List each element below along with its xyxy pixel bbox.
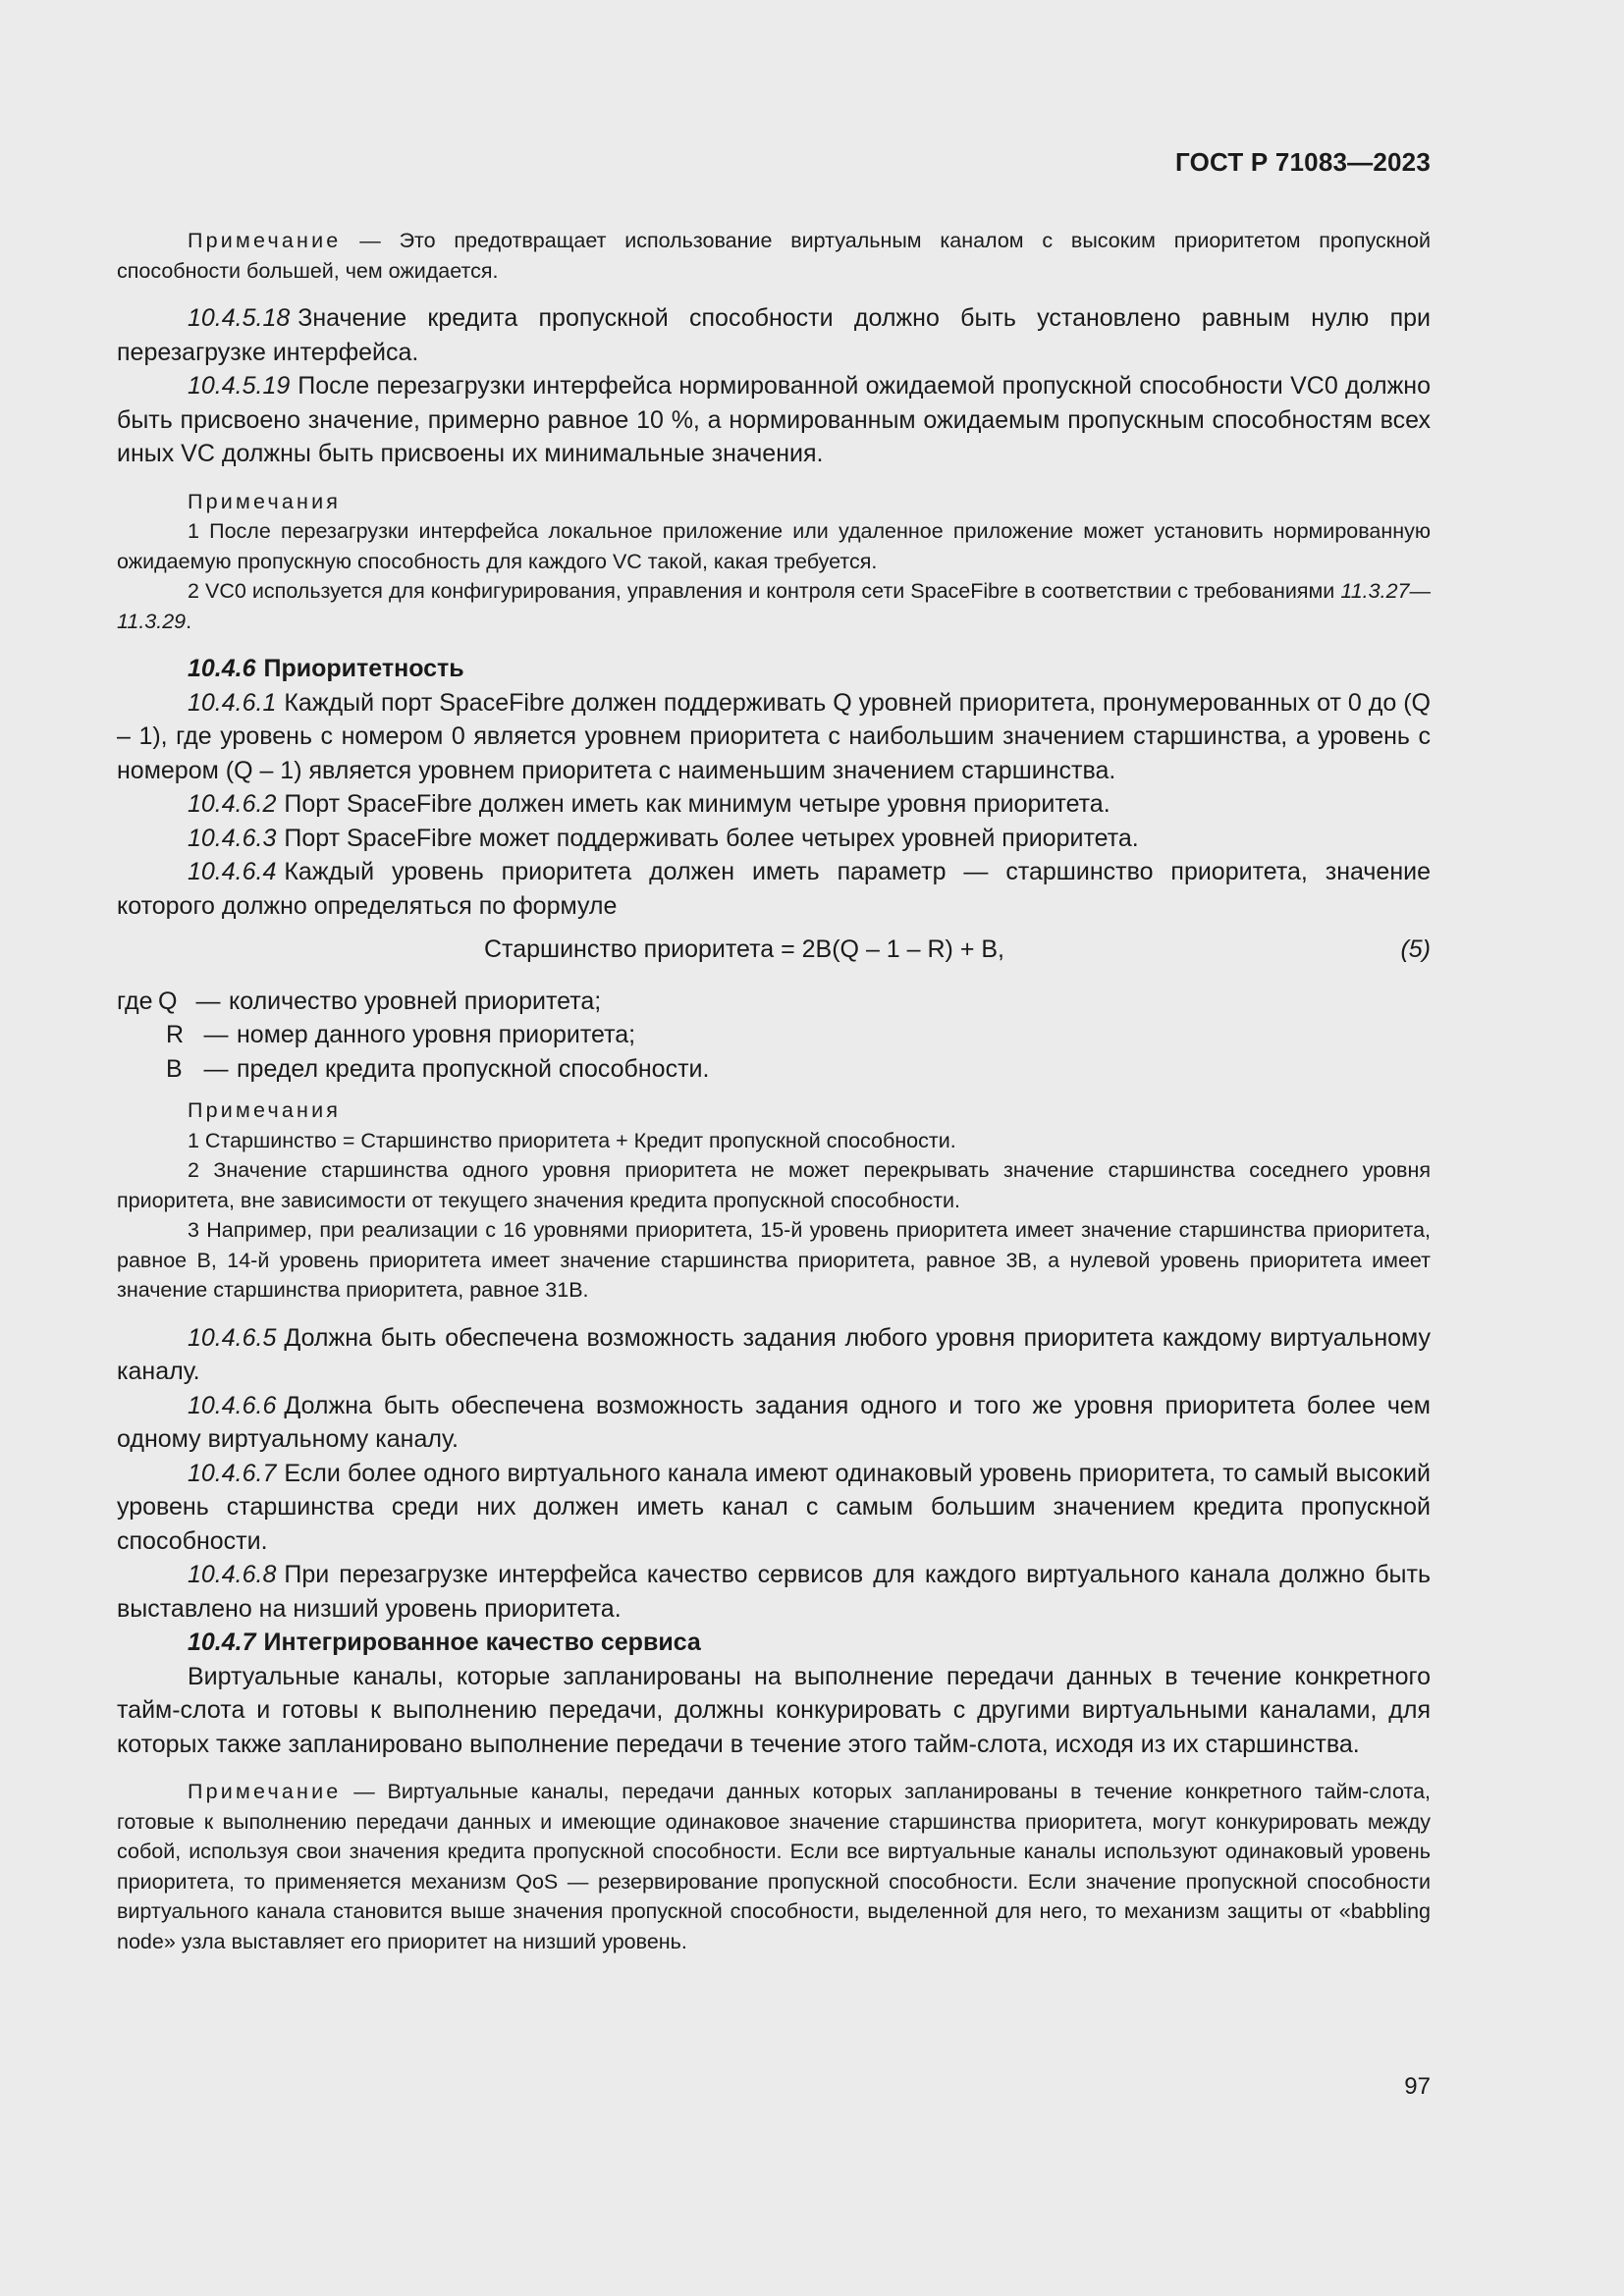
- clause-text: После перезагрузки интерфейса нормированной ожидаемой пропускной способности VC0 должно быть присвоено значение, примерно равное 10 %, а нормированным ожидаемым пропускным способностям всех иных VC должны быть присвоены их минимальные значения.: [117, 372, 1431, 467]
- clause-number: 10.4.6.3: [188, 824, 277, 852]
- clause-text: Должна быть обеспечена возможность задания любого уровня приоритета каждому виртуальному каналу.: [117, 1323, 1431, 1385]
- clause-number: 10.4.5.19: [188, 372, 291, 400]
- clause-number: 10.4.6.5: [188, 1323, 277, 1352]
- section-heading-10-4-6: [117, 652, 1431, 686]
- clause-number: 10.4.6.4: [188, 858, 277, 885]
- legend-symbol: R: [166, 1021, 185, 1048]
- legend-row: [117, 985, 1431, 1019]
- note-item: 3 Например, при реализации с 16 уровнями приоритета, 15-й уровень приоритета имеет значение старшинства приоритета, равное B, 14-й уровень приоритета имеет значение старшинства приоритета, равное 3B, а нулевой уровень приоритета имеет значение старшинства приоритета, равное 31B.: [117, 1218, 1431, 1302]
- clause-10-4-6-4: [117, 855, 1431, 923]
- notes-label: Примечания: [188, 1098, 342, 1122]
- page-content: [117, 226, 1431, 1956]
- clause-text: Если более одного виртуального канала имеют одинаковый уровень приоритета, то самый высокий уровень старшинства среди них должен иметь канал с самым большим значением кредита пропускной способности.: [117, 1459, 1431, 1555]
- note-item: 1 После перезагрузки интерфейса локальное приложение или удаленное приложение может установить нормированную ожидаемую пропускную способность для каждого VC такой, какая требуется.: [117, 519, 1431, 573]
- clause-10-4-6-3: [117, 822, 1431, 856]
- note-item: 2 VC0 используется для конфигурирования, управления и контроля сети SpaceFibre в соответствии с требованиями 11.3.27—11.3.29.: [117, 579, 1431, 633]
- note-item: 2 Значение старшинства одного уровня приоритета не может перекрывать значение старшинства соседнего уровня приоритета, вне зависимости от текущего значения кредита пропускной способности.: [117, 1158, 1431, 1212]
- formula-5: [117, 933, 1431, 967]
- notes-label: Примечания: [188, 489, 342, 513]
- legend-row: [117, 1052, 1431, 1087]
- clause-number: 10.4.6.1: [188, 688, 277, 717]
- clause-text: Порт SpaceFibre может поддерживать более четырех уровней приоритета.: [284, 824, 1139, 852]
- formula-legend: [117, 985, 1431, 1087]
- formula-expression: Старшинство приоритета = 2B(Q – 1 – R) + B,: [484, 935, 1004, 963]
- clause-10-4-6-2: [117, 787, 1431, 822]
- clause-text: Каждый уровень приоритета должен иметь параметр — старшинство приоритета, значение которого должно определяться по формуле: [117, 858, 1431, 920]
- clause-text: Каждый порт SpaceFibre должен поддерживать Q уровней приоритета, пронумерованных от 0 до (Q – 1), где уровень с номером 0 является уровнем приоритета с наибольшим значением старшинства, а уровень с номером (Q – 1) является уровнем приоритета с наименьшим значением старшинства.: [117, 688, 1431, 784]
- legend-text: количество уровней приоритета;: [229, 987, 602, 1015]
- section-number: 10.4.7: [188, 1629, 256, 1656]
- clause-10-4-6-7: [117, 1457, 1431, 1559]
- note-text: — Виртуальные каналы, передачи данных которых запланированы в течение конкретного тайм-слота, готовые к выполнению передачи данных и имеющие одинаковое значение старшинства приоритета, могут конкурировать между собой, используя свои значения кредита пропускной способности. Если все виртуальные каналы используют одинаковый уровень приоритета, то применяется механизм QoS — резервирование пропускной способности. Если значение пропускной способности виртуального канала становится выше значения пропускной способности, выделенной для него, то механизм защиты от «babbling node» узла выставляет его приоритет на низший уровень.: [117, 1780, 1431, 1953]
- clause-text: Порт SpaceFibre должен иметь как минимум четыре уровня приоритета.: [284, 790, 1110, 818]
- clause-10-4-6-5: [117, 1321, 1431, 1389]
- legend-dash: —: [203, 1054, 229, 1083]
- legend-text: номер данного уровня приоритета;: [237, 1021, 636, 1048]
- clause-10-4-5-19: [117, 369, 1431, 471]
- clause-text: При перезагрузке интерфейса качество сервисов для каждого виртуального канала должно быть выставлено на низший уровень приоритета.: [117, 1561, 1431, 1623]
- section-heading-10-4-7: [117, 1626, 1431, 1660]
- legend-symbol: Q: [158, 987, 178, 1015]
- legend-text: предел кредита пропускной способности.: [237, 1054, 710, 1083]
- section-paragraph: Виртуальные каналы, которые запланированы на выполнение передачи данных в течение конкретного тайм-слота и готовы к выполнению передачи, должны конкурировать с другими виртуальными каналами, для которых также запланировано выполнение передачи в течение этого тайм-слота, исходя из их старшинства.: [117, 1662, 1431, 1758]
- legend-prefix: где: [117, 987, 153, 1015]
- legend-dash: —: [195, 987, 221, 1015]
- note-paragraph: [117, 226, 1431, 286]
- legend-row: [117, 1018, 1431, 1052]
- clause-number: 10.4.6.6: [188, 1391, 277, 1419]
- document-id-header: ГОСТ Р 71083—2023: [1175, 147, 1431, 177]
- clause-reference: 11.3.27—11.3.29: [117, 579, 1431, 633]
- clause-text: Значение кредита пропускной способности должно быть установлено равным нулю при перезагрузке интерфейса.: [117, 304, 1431, 366]
- clause-10-4-5-18: [117, 301, 1431, 369]
- legend-symbol: B: [166, 1054, 183, 1083]
- clause-number: 10.4.6.7: [188, 1459, 277, 1487]
- legend-dash: —: [203, 1021, 229, 1048]
- section-title: Интегрированное качество сервиса: [263, 1629, 701, 1656]
- clause-number: 10.4.5.18: [188, 304, 291, 332]
- clause-text: Должна быть обеспечена возможность задания одного и того же уровня приоритета более чем одному виртуальному каналу.: [117, 1391, 1431, 1453]
- clause-10-4-6-8: [117, 1558, 1431, 1626]
- note-label: Примечание: [188, 1780, 342, 1803]
- note-item: 1 Старшинство = Старшинство приоритета + Кредит пропускной способности.: [188, 1128, 956, 1152]
- section-number: 10.4.6: [188, 655, 256, 682]
- note-paragraph: [117, 1777, 1431, 1956]
- note-label: Примечание: [188, 229, 342, 252]
- clause-number: 10.4.6.8: [188, 1561, 277, 1588]
- clause-number: 10.4.6.2: [188, 790, 277, 818]
- note-text: — Это предотвращает использование виртуальным каналом с высоким приоритетом пропускной способности большей, чем ожидается.: [117, 229, 1431, 283]
- page-number: 97: [1404, 2073, 1431, 2100]
- clause-10-4-6-6: [117, 1389, 1431, 1457]
- section-title: Приоритетность: [263, 655, 464, 682]
- clause-10-4-6-1: [117, 686, 1431, 788]
- formula-number: (5): [1400, 935, 1431, 963]
